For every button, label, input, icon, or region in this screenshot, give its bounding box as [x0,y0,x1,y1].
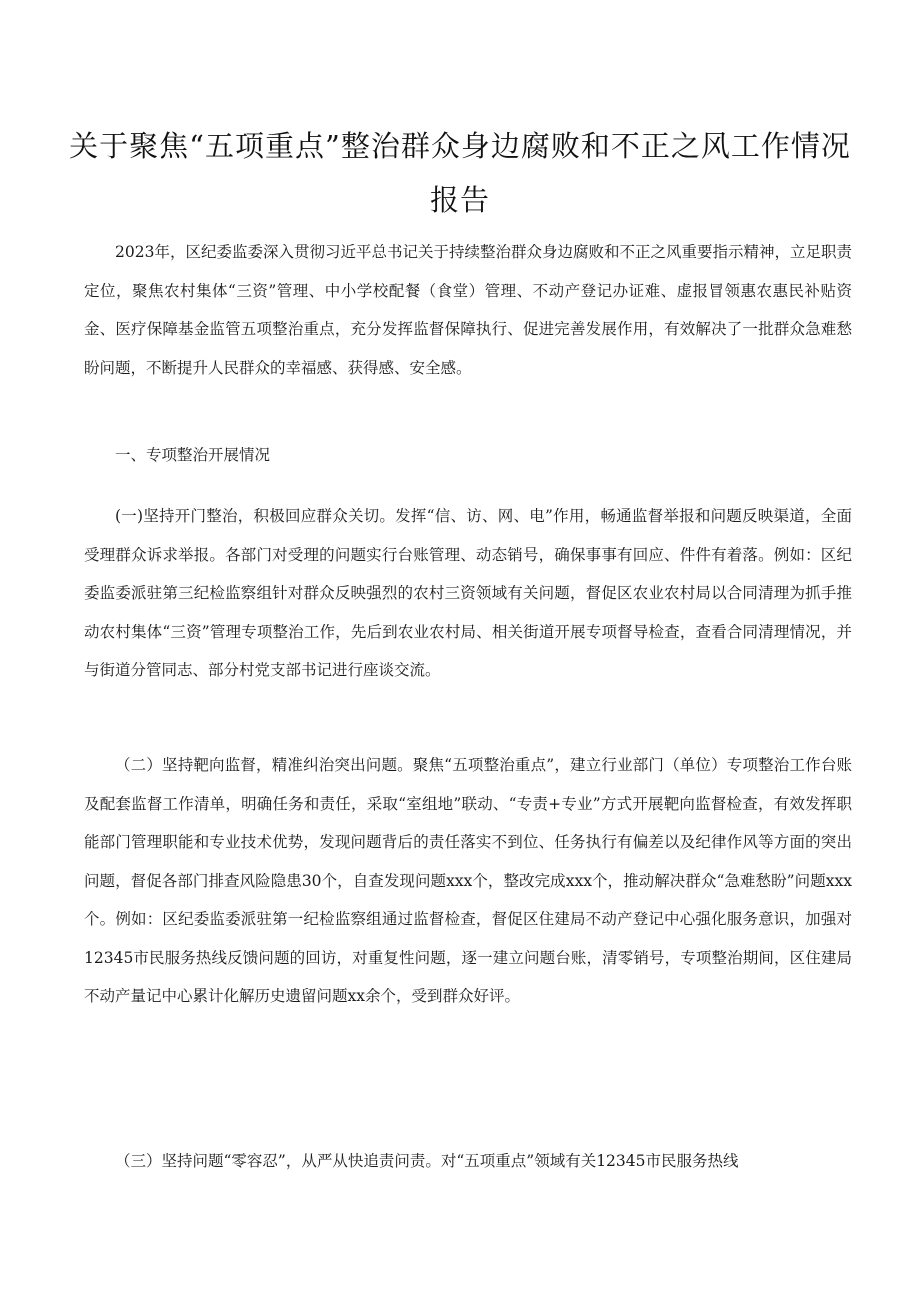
intro-paragraph: 2023年，区纪委监委深入贯彻习近平总书记关于持续整治群众身边腐败和不正之风重要指示精神，立足职责定位，聚焦农村集体“三资”管理、中小学校配餐（食堂）管理、不动产登记办证难、虚报冒领惠农惠民补贴资金、医疗保障基金监管五项整治重点，充分发挥监督保障执行、促进完善发展作用，有效解决了一批群众急难愁盼问题，不断提升人民群众的幸福感、获得感、安全感。 [84,243,852,377]
document-title-continuation: 报告 [429,183,490,217]
item-paragraph-1: (一)坚持开门整治，积极回应群众关切。发挥“信、访、网、电”作用，畅通监督举报和问题反映渠道，全面受理群众诉求举报。各部门对受理的问题实行台账管理、动态销号，确保事事有回应、件件有着落。例如：区纪委监委派驻第三纪检监察组针对群众反映强烈的农村三资领域有关问题，督促区农业农村局以合同清理为抓手推动农村集体“三资”管理专项整治工作，先后到农业农村局、相关街道开展专项督导检查，查看合同清理情况，并与街道分管同志、部分村党支部书记进行座谈交流。 [84,507,852,679]
item-paragraph-2: （二）坚持靶向监督，精准纠治突出问题。聚焦“五项整治重点”，建立行业部门（单位）专项整治工作台账及配套监督工作清单，明确任务和责任，采取“室组地”联动、“专责+专业”方式开展靶向监督检查，有效发挥职能部门管理职能和专业技术优势，发现问题背后的责任落实不到位、任务执行有偏差以及纪律作风等方面的突出问题，督促各部门排查风险隐患30个，自查发现问题xxx个，整改完成xxx个，推动解决群众“急难愁盼”问题xxx个。例如：区纪委监委派驻第一纪检监察组通过监督检查，督促区住建局不动产登记中心强化服务意识，加强对12345市民服务热线反馈问题的回访，对重复性问题，逐一建立问题台账，清零销号，专项整治期间，区住建局不动产量记中心累计化解历史遗留问题xx余个，受到群众好评。 [84,756,852,1005]
document-title: 关于聚焦“五项重点”整治群众身边腐败和不正之风工作情况 [69,129,851,163]
item-paragraph-3: （三）坚持问题“零容忍”，从严从快追责问责。对“五项重点”领域有关12345市民服务热线 [115,1152,739,1170]
section-heading: 一、专项整治开展情况 [115,446,271,464]
